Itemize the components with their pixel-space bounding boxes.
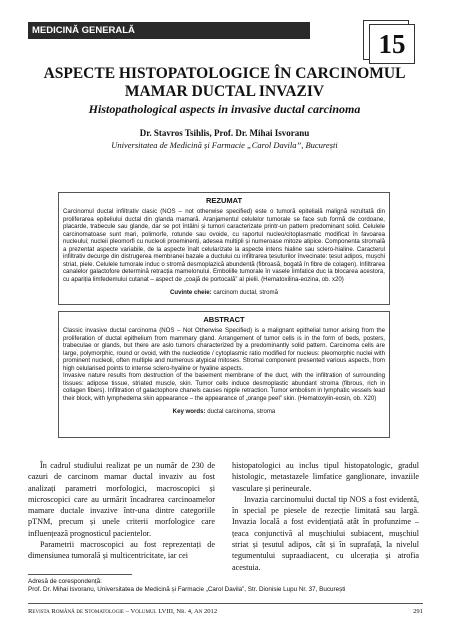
abstract-paragraph-1: Classic invasive ductal carcinoma (NOS – Not Otherwise Specified) is a malignant epithelial tumor arising from the proliferation of ductal epithelium from mammary gland. Arrangement of tumor cells is in the form of beds, posters, trabeculae or glands, but there are aslo tumors characterized by a predominantly solid pattern. Carcinoma cells are large, polymorphic, round or ovoid, with the nucleotide / cytoplasmic ratio modified for nucleus: pleomorphic nuclei with prominent nucleoli, often multiple and numerous atypical mitoses. Stromal component presented various aspects, from high celularised points to intense sclero-hyaline or hyaline aspects.: [63, 327, 385, 372]
abstract-keywords: [63, 408, 385, 416]
rezumat-keywords-value: carcinom ductal, stromă: [213, 289, 279, 297]
abstract-body: [63, 327, 385, 402]
page-footer: [28, 607, 423, 616]
body-column-right: [232, 460, 419, 573]
authors: Dr. Stavros Tsihlis, Prof. Dr. Mihai Isvoranu: [139, 128, 310, 138]
body-paragraph: Parametrii macroscopici au fost reprezentați de dimensiunea tumorală și multicentricitate, iar cei: [28, 540, 215, 561]
rezumat-keywords-label: Cuvinte cheie:: [169, 289, 212, 297]
article-title: [20, 65, 429, 101]
chapter-number: 15: [369, 24, 415, 64]
rezumat-keywords: [63, 289, 385, 297]
title-line-2: MAMAR DUCTAL INVAZIV: [124, 83, 325, 100]
footer-divider: [28, 603, 423, 604]
correspondence-text: Prof. Dr. Mihai Isvoranu, Universitatea de Medicină și Farmacie „Carol Davila”, Str. Dionisie Lupu Nr. 37, București: [28, 586, 346, 594]
abstract-paragraph-2: Invasive nature results from destruction of the basement membrane of the duct, with the infiltration of surrounding tissues: adipose tissue, striated muscle, skin. Tumor cells induce desmoplastic abundant stroma (fibrous, rich in collagen fibers). Infiltration of galactophore chanels causes nipple retraction. Tumor embolism in lymphatic vessels lead their block, with lymphedema skin appearance – the appearance of „orange peel” skin. (Hematoxylin-eosin, ob. X20): [63, 372, 385, 402]
rezumat-box: [58, 192, 390, 305]
body-column-left: [28, 460, 215, 562]
abstract-heading: ABSTRACT: [203, 315, 245, 324]
journal-name: Revista Română de Stomatologie – Volumul LVIII, Nr. 4, An 2012: [28, 608, 218, 615]
body-paragraph: histopatologici au inclus tipul histopatologic, gradul histologic, metastazele limfatice ganglionare, invaziile vasculare și perineurale.: [232, 461, 419, 493]
correspondence-divider: [28, 574, 132, 575]
section-label: MEDICINĂ GENERALĂ: [28, 22, 310, 39]
body-paragraph: Invazia carcinomului ductal tip NOS a fost evidentă, în special pe piesele de rezecție limitată sau largă. Invazia locală a fost evidențiată atât în profunzime – țeaca conjunctivă al mușchiului subiacent, mușchiul striat și țesutul adipos, cât și în suprafață, la nivelul tegumentului supraadiacent, cu ulcerația și atrofia acestuia.: [232, 494, 419, 572]
correspondence: [28, 578, 423, 595]
title-line-1: ASPECTE HISTOPATOLOGICE ÎN CARCINOMUL: [43, 65, 406, 82]
abstract-box: [58, 311, 390, 438]
affiliation: Universitatea de Medicină și Farmacie „Carol Davila”, București: [111, 140, 338, 150]
correspondence-label: Adresă de corespondență:: [28, 578, 102, 585]
abstract-keywords-value: ductal carcinoma, stroma: [207, 408, 276, 416]
abstract-keywords-label: Key words:: [172, 408, 206, 416]
rezumat-body: Carcinomul ductal infiltrativ clasic (NOS – not otherwise specified) este o tumoră epitelială malignă rezultată din proliferarea epiteliului ductal din glanda mamară. Aranjamentul celulelor tumorale se face sub formă de cordoane, placarde, trabecule sau glande, dar se pot întâlni și tumori caracterizate printr-un pattern predominant solid. Celulele carcinomatoase sunt mari, polimorfe, rotunde sau ovoide, cu raportul nucleo/citoplasmatic modificat în favoarea nucleului; nucleii pleomorfi cu nucleoli proeminenți, adesea multipli și numeroase mitoze atipice. Componenta stromală a prezentat aspecte variabile, de la aspecte înalt celularizate la aspecte intens hialine sau sclero-hialine. Caracterul infiltrativ decurge din distrugerea membranei bazale a ductului cu infiltrarea țesuturilor învecinate: țesut adipos, mușchi striat, piele. Celulele tumorale induc o stromă desmoplazică abundentă (fibroasă, bogată în fibre de colagen). Infiltrarea canalelor galactofore determină retracția mamelonului. Embolille tumorale în vasele limfatice duc la blocarea acestora, cu apariția limfedemului cutanat – aspect de „coajă de portocală” al pielii. (Hematoxilina-eozina, ob. x20): [63, 208, 385, 283]
rezumat-heading: REZUMAT: [205, 196, 243, 205]
body-paragraph: În cadrul studiului realizat pe un număr de 230 de cazuri de carcinom mamar ductal invaziv au fost analizați parametri morfologici, macroscopici și microscopici care au urmărit încadrarea carcinoamelor mamare ductale invazive într-una dintre categoriile pTNM, precum și unele criterii morfologice care influențează prognosticul pacientelor.: [28, 461, 215, 538]
article-subtitle: Histopathological aspects in invasive ductal carcinoma: [88, 102, 361, 116]
page-number: 291: [413, 608, 423, 615]
